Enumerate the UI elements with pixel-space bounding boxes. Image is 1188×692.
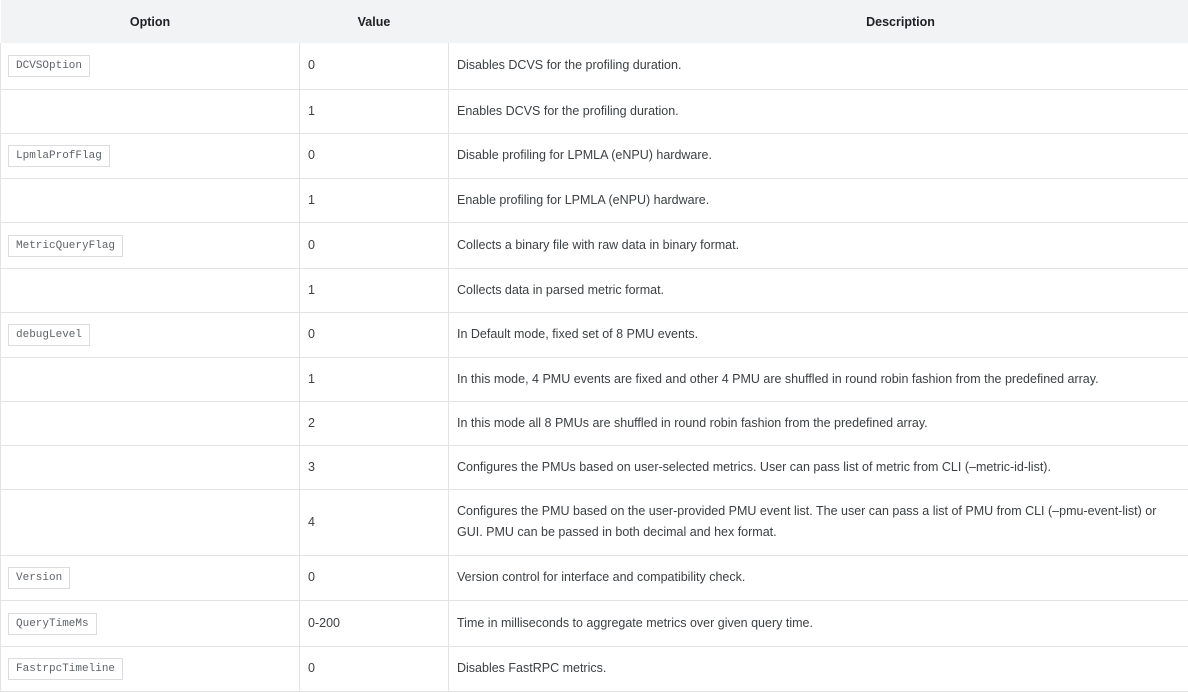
description-cell: Configures the PMUs based on user-selected metrics. User can pass list of metric from CLI (–metric-id-list). bbox=[449, 445, 1188, 489]
option-name: MetricQueryFlag bbox=[8, 235, 123, 257]
table-row bbox=[1, 445, 1188, 489]
value-cell: 1 bbox=[300, 357, 449, 401]
value-cell: 1 bbox=[300, 89, 449, 133]
option-cell bbox=[1, 445, 300, 489]
option-cell bbox=[1, 357, 300, 401]
description-cell: Enables DCVS for the profiling duration. bbox=[449, 89, 1188, 133]
option-cell bbox=[1, 401, 300, 445]
option-name: DCVSOption bbox=[8, 55, 90, 77]
table-row bbox=[1, 489, 1188, 555]
option-cell bbox=[1, 222, 300, 268]
description-cell: In this mode all 8 PMUs are shuffled in round robin fashion from the predefined array. bbox=[449, 401, 1188, 445]
header-option: Option bbox=[1, 0, 300, 43]
option-cell bbox=[1, 489, 300, 555]
value-cell: 0 bbox=[300, 43, 449, 89]
value-cell: 0 bbox=[300, 133, 449, 178]
option-cell bbox=[1, 268, 300, 312]
table-row bbox=[1, 646, 1188, 691]
value-cell: 1 bbox=[300, 178, 449, 222]
table-row bbox=[1, 133, 1188, 178]
table-row bbox=[1, 43, 1188, 89]
table-row bbox=[1, 600, 1188, 646]
option-cell bbox=[1, 89, 300, 133]
option-cell bbox=[1, 555, 300, 600]
value-cell: 4 bbox=[300, 489, 449, 555]
table-header bbox=[1, 0, 1188, 43]
value-cell: 0 bbox=[300, 222, 449, 268]
value-cell: 0 bbox=[300, 312, 449, 357]
header-value: Value bbox=[300, 0, 449, 43]
description-cell: Collects data in parsed metric format. bbox=[449, 268, 1188, 312]
header-description: Description bbox=[449, 0, 1188, 43]
option-name: LpmlaProfFlag bbox=[8, 145, 110, 167]
option-cell bbox=[1, 600, 300, 646]
value-cell: 2 bbox=[300, 401, 449, 445]
value-cell: 0-200 bbox=[300, 600, 449, 646]
description-cell: Version control for interface and compatibility check. bbox=[449, 555, 1188, 600]
table-row bbox=[1, 357, 1188, 401]
option-cell bbox=[1, 133, 300, 178]
option-cell bbox=[1, 178, 300, 222]
option-name: debugLevel bbox=[8, 324, 90, 346]
description-cell: Enable profiling for LPMLA (eNPU) hardware. bbox=[449, 178, 1188, 222]
description-cell: In Default mode, fixed set of 8 PMU events. bbox=[449, 312, 1188, 357]
value-cell: 3 bbox=[300, 445, 449, 489]
table-row bbox=[1, 178, 1188, 222]
header-row bbox=[1, 0, 1188, 43]
description-cell: Collects a binary file with raw data in binary format. bbox=[449, 222, 1188, 268]
table-row bbox=[1, 222, 1188, 268]
table-row bbox=[1, 401, 1188, 445]
description-cell: Disable profiling for LPMLA (eNPU) hardware. bbox=[449, 133, 1188, 178]
value-cell: 0 bbox=[300, 646, 449, 691]
description-cell: Disables DCVS for the profiling duration. bbox=[449, 43, 1188, 89]
value-cell: 0 bbox=[300, 555, 449, 600]
table-row bbox=[1, 555, 1188, 600]
description-cell: Time in milliseconds to aggregate metrics over given query time. bbox=[449, 600, 1188, 646]
description-cell: In this mode, 4 PMU events are fixed and other 4 PMU are shuffled in round robin fashion from the predefined array. bbox=[449, 357, 1188, 401]
option-cell bbox=[1, 43, 300, 89]
option-cell bbox=[1, 312, 300, 357]
option-name: FastrpcTimeline bbox=[8, 658, 123, 680]
option-name: QueryTimeMs bbox=[8, 613, 97, 635]
table-row bbox=[1, 312, 1188, 357]
description-cell: Configures the PMU based on the user-provided PMU event list. The user can pass a list of PMU from CLI (–pmu-event-list) or GUI. PMU can be passed in both decimal and hex format. bbox=[449, 489, 1188, 555]
option-name: Version bbox=[8, 567, 70, 589]
value-cell: 1 bbox=[300, 268, 449, 312]
table-body bbox=[1, 43, 1188, 691]
description-cell: Disables FastRPC metrics. bbox=[449, 646, 1188, 691]
table-row bbox=[1, 89, 1188, 133]
table-row bbox=[1, 268, 1188, 312]
option-cell bbox=[1, 646, 300, 691]
